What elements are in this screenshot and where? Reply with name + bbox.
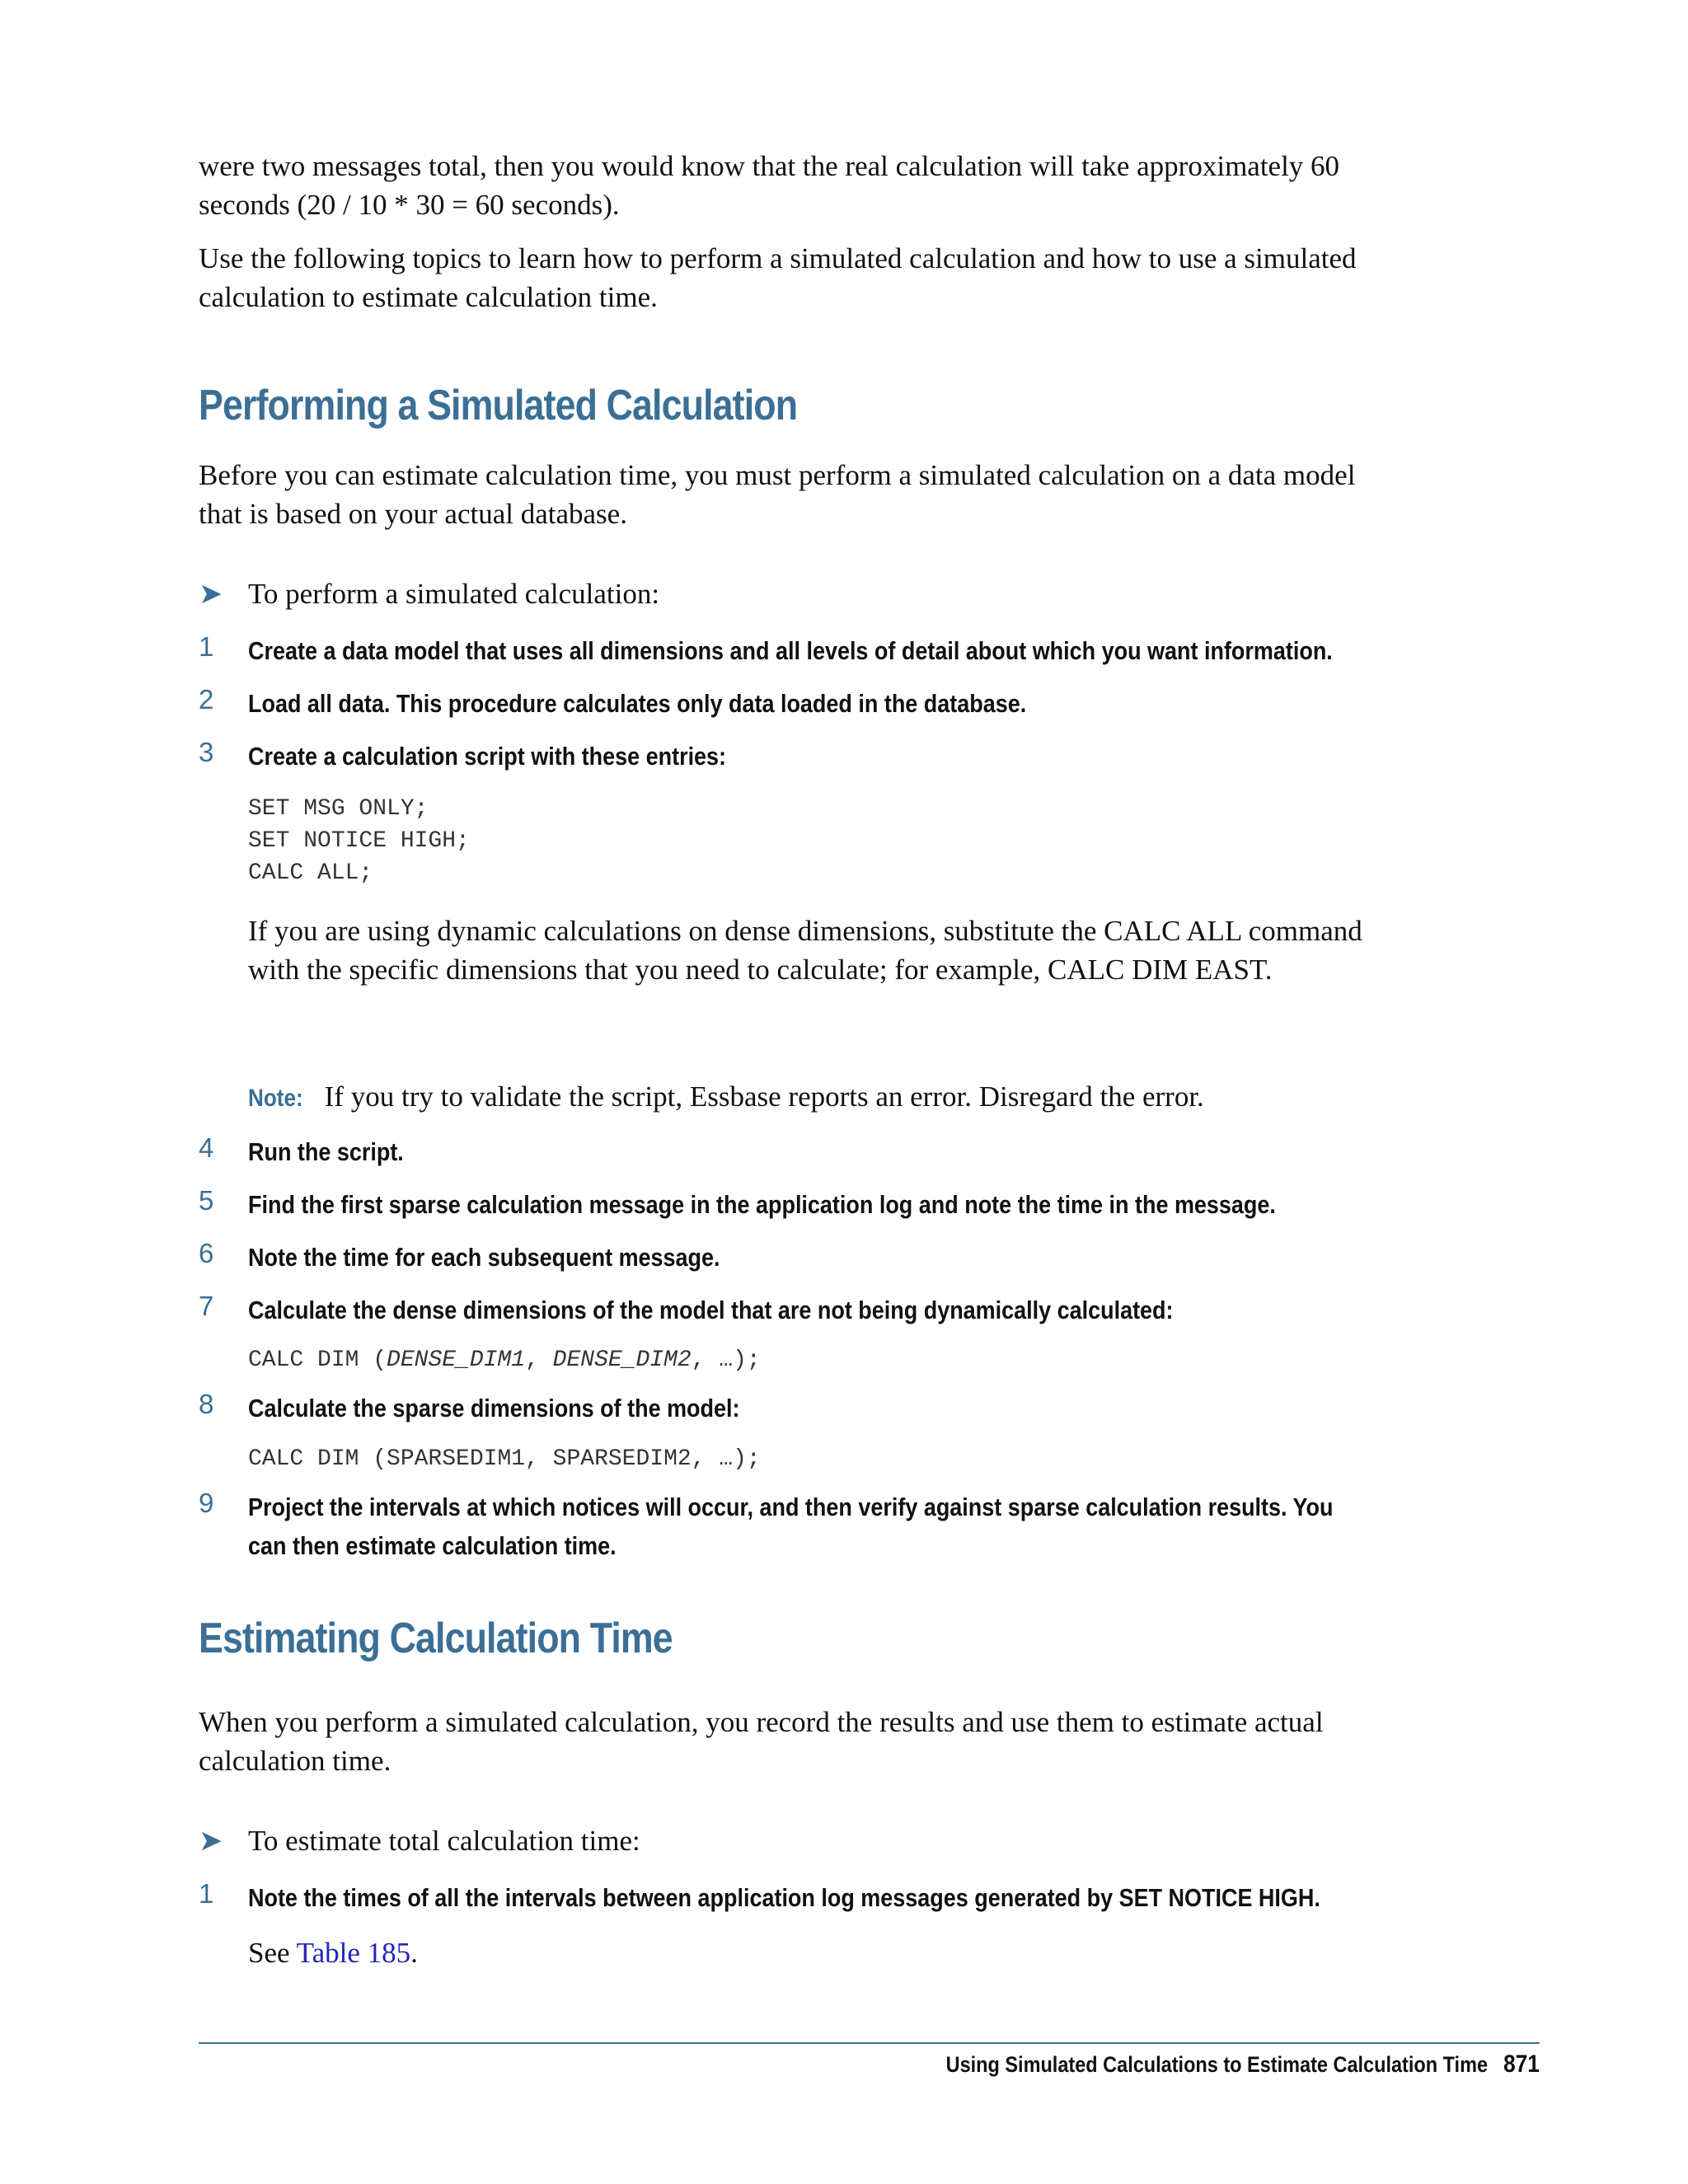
code-line: CALC ALL; <box>248 860 373 886</box>
code-calc-dense <box>248 1344 761 1376</box>
step-number: 5 <box>199 1185 214 1216</box>
step-text: Calculate the dense dimensions of the model that are not being dynamically calculated: <box>248 1296 1174 1324</box>
step-number: 6 <box>199 1238 214 1268</box>
step-number: 8 <box>199 1389 214 1419</box>
step-number: 1 <box>199 631 214 662</box>
step-text: Load all data. This procedure calculates only data loaded in the database. <box>248 689 1027 718</box>
arrow-icon: ➤ <box>199 578 223 610</box>
step-text: Note the time for each subsequent message. <box>248 1243 720 1272</box>
section-heading-estimating <box>199 1614 1369 1663</box>
step-text: Note the times of all the intervals between application log messages generated by SET NOTICE HIGH. <box>248 1883 1320 1912</box>
intro-paragraph-2: Use the following topics to learn how to perform a simulated calculation and how to use a simulated calculation to estimate calculation time. <box>199 242 1357 313</box>
task-intro-estimate <box>199 1821 640 1860</box>
code-arg: DENSE_DIM1 <box>387 1347 526 1373</box>
note-label: Note: <box>248 1085 303 1112</box>
task-intro-simulated <box>199 574 659 613</box>
code-block-calc-script <box>248 793 470 889</box>
see-suffix: . <box>410 1937 418 1969</box>
step-number: 4 <box>199 1132 214 1163</box>
page-footer <box>946 2050 1540 2079</box>
see-prefix: See <box>248 1937 297 1969</box>
section-title: Estimating Calculation Time <box>199 1615 673 1662</box>
see-reference <box>248 1933 1369 1972</box>
step-text: Project the intervals at which notices will occur, and then verify against sparse calculation results. You <box>248 1493 1334 1521</box>
section2-body: When you perform a simulated calculation, you record the results and use them to estimate actual calculation time. <box>199 1706 1324 1777</box>
step-text: Create a data model that uses all dimensions and all levels of detail about which you want information. <box>248 636 1333 665</box>
section-title: Performing a Simulated Calculation <box>199 382 798 429</box>
arrow-icon: ➤ <box>199 1825 223 1857</box>
page-number: 871 <box>1503 2050 1540 2078</box>
step3-paragraph: If you are using dynamic calculations on dense dimensions, substitute the CALC ALL command with the specific dimensions that you need to calculate; for example, CALC DIM EAST. <box>248 915 1362 986</box>
note <box>248 1077 1369 1118</box>
code-text: CALC DIM ( <box>248 1347 387 1373</box>
step-text-continued: can then estimate calculation time. <box>248 1531 617 1560</box>
code-line: SET NOTICE HIGH; <box>248 828 470 854</box>
intro-paragraph-1: were two messages total, then you would know that the real calculation will take approximately 60 seconds (20 / 10 * 30 = 60 seconds). <box>199 150 1340 221</box>
step-text: Calculate the sparse dimensions of the model: <box>248 1394 740 1422</box>
code-text: , …); <box>691 1347 761 1373</box>
step-number: 7 <box>199 1291 214 1321</box>
task-text: To estimate total calculation time: <box>248 1825 640 1857</box>
section1-body: Before you can estimate calculation time, you must perform a simulated calculation on a data model that is based on your actual database. <box>199 459 1356 530</box>
step-text: Create a calculation script with these entries: <box>248 742 727 771</box>
step-number: 2 <box>199 684 214 715</box>
step-number: 3 <box>199 737 214 767</box>
footer-rule <box>199 2042 1540 2044</box>
code-text: , <box>525 1347 553 1373</box>
footer-title: Using Simulated Calculations to Estimate Calculation Time <box>945 2052 1489 2077</box>
code-arg: DENSE_DIM2 <box>552 1347 692 1373</box>
code-line: SET MSG ONLY; <box>248 796 429 822</box>
step-text: Find the first sparse calculation message in the application log and note the time in the message. <box>248 1190 1276 1219</box>
step-number: 9 <box>199 1488 214 1518</box>
step-number: 1 <box>199 1878 214 1909</box>
note-text: If you try to validate the script, Essbase reports an error. Disregard the error. <box>324 1080 1204 1113</box>
code-calc-sparse: CALC DIM (SPARSEDIM1, SPARSEDIM2, …); <box>248 1446 761 1472</box>
step-text: Run the script. <box>248 1137 404 1166</box>
section-heading-performing <box>199 381 1369 430</box>
task-text: To perform a simulated calculation: <box>248 578 660 610</box>
table-185-link[interactable]: Table 185 <box>296 1937 411 1969</box>
